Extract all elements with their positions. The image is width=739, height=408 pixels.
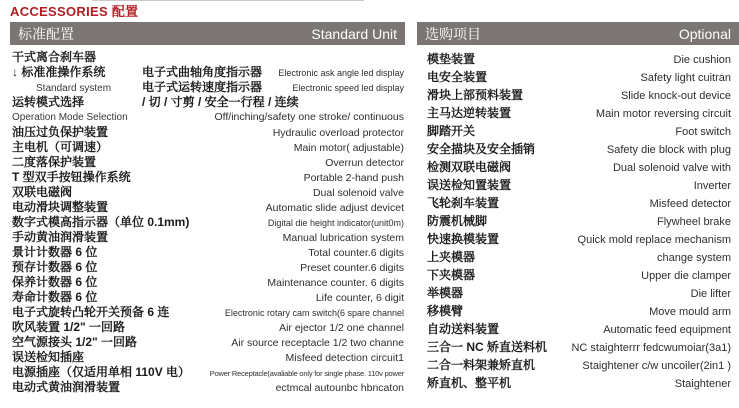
table-row — [10, 215, 405, 230]
item-label-en: Electronic speed led display — [292, 83, 404, 93]
table-row — [417, 356, 739, 374]
table-row — [10, 380, 405, 395]
item-label-cn: 举模器 — [427, 286, 464, 300]
item-label-en: Dual solenoid valve — [312, 187, 404, 199]
table-row — [417, 158, 739, 176]
item-label-en: Slide knock-out device — [620, 90, 731, 102]
item-label-cn: 脚踏开关 — [427, 124, 476, 138]
item-label-cn: 空气源接头 1/2" 一回路 — [12, 335, 138, 349]
item-label-cn: 下夹模器 — [427, 268, 476, 282]
item-label-en: Misfeed detector — [649, 198, 731, 210]
item-label-cn: 电源插座（仅适用单相 110V 电） — [12, 365, 191, 379]
item-label-en: NC staighterrr fedcwumoiar(3a1) — [571, 342, 731, 354]
item-label-en: Automatic feed equipment — [603, 324, 731, 336]
table-row — [417, 68, 739, 86]
item-label-en: Main motor( adjustable) — [293, 142, 404, 154]
item-label-cn: 滑块上部预料装置 — [427, 88, 524, 102]
item-label-cn: 误送检知置装置 — [427, 178, 512, 192]
table-row — [417, 230, 739, 248]
item-label-en: Manual lubrication system — [282, 232, 404, 244]
table-row — [417, 338, 739, 356]
item-label-cn: 电安全装置 — [427, 70, 488, 84]
item-label-en: Preset counter.6 digits — [300, 262, 404, 274]
table-row — [10, 275, 405, 290]
item-label-en: Total counter.6 digits — [308, 247, 404, 259]
standard-unit-rows — [10, 45, 405, 395]
item-label-cn: 手动黄油润滑装置 — [12, 230, 109, 244]
item-label-cn: 防震机械脚 — [427, 214, 488, 228]
item-label-cn: 主马达逆转装置 — [427, 106, 512, 120]
table-row — [10, 200, 405, 215]
item-label-cn: 上夹模器 — [427, 250, 476, 264]
item-label-cn: 快速换模装置 — [427, 232, 500, 246]
table-row — [10, 125, 405, 140]
item-label-cn: Operation Mode Selection — [12, 112, 128, 123]
item-label-en: Foot switch — [675, 126, 731, 138]
item-label-cn: 矫直机、整平机 — [427, 376, 512, 390]
item-label-cn: 双联电磁阀 — [12, 185, 73, 199]
item-label-cn: 预存计数器 6 位 — [12, 260, 98, 274]
item-label-en: Electronic rotary cam switch(6 spare channel — [224, 308, 404, 318]
table-row — [417, 86, 739, 104]
item-label-en: Dual solenoid valve with — [612, 162, 731, 174]
item-label-cn: 寿命计数器 6 位 — [12, 290, 98, 304]
table-row — [417, 374, 739, 392]
item-label-en: Air ejector 1/2 one channel — [279, 322, 404, 334]
item-label-cn: 油压过负保护装置 — [12, 125, 109, 139]
table-row — [417, 176, 739, 194]
item-label-cn-secondary: 电子式运转速度指示器 — [142, 80, 263, 94]
item-label-en: Digital die height indicator(unit0m) — [267, 218, 404, 228]
item-label-en: Life counter, 6 digit — [315, 292, 404, 304]
optional-header — [417, 22, 739, 45]
table-row — [417, 266, 739, 284]
item-label-cn: 二度落保护装置 — [12, 155, 97, 169]
item-label-en: Power Receptacle(avaliable only for single phase. 110v power — [209, 369, 404, 378]
item-label-en: Maintenance counter. 6 digits — [267, 277, 404, 289]
table-row — [417, 140, 739, 158]
optional-rows — [417, 45, 739, 392]
table-row — [10, 365, 405, 380]
item-label-en: Quick mold replace mechanism — [577, 234, 731, 246]
item-label-cn: 电动式黄油润滑装置 — [12, 380, 121, 394]
table-row — [10, 305, 405, 320]
item-label-cn: 干式离合刹车器 — [12, 50, 97, 64]
table-row — [10, 170, 405, 185]
table-row — [417, 194, 739, 212]
item-label-en: Staightener — [674, 378, 731, 390]
table-row — [10, 350, 405, 365]
item-label-en: Flywheel brake — [657, 216, 731, 228]
item-label-cn: 检测双联电磁阀 — [427, 160, 512, 174]
table-row — [10, 50, 405, 65]
item-label-en: change system — [657, 252, 731, 264]
table-row — [417, 284, 739, 302]
item-label-cn: 误送检知插座 — [12, 350, 85, 364]
item-label-cn: 运转模式选择 — [12, 95, 85, 109]
table-row — [417, 104, 739, 122]
item-label-en: Automatic slide adjust devicet — [265, 202, 404, 214]
item-label-cn: ↓ 标准准操作系统 — [12, 65, 106, 79]
table-row — [10, 110, 405, 125]
item-label-cn: 电动滑块调整装置 — [12, 200, 109, 214]
optional-table — [417, 22, 739, 392]
item-label-en: Die cushion — [673, 54, 731, 66]
optional-header-label-cn: 选购项目 — [425, 25, 481, 42]
item-label-en: Inverter — [693, 180, 731, 192]
item-label-cn: 数字式模高指示器（单位 0.1mm) — [12, 215, 190, 229]
item-label-en: Move mould arm — [649, 306, 731, 318]
optional-header-label-en: Optional — [678, 25, 731, 42]
item-label-en: Safety light cuitran — [640, 72, 731, 84]
standard-unit-table — [10, 22, 405, 395]
table-row — [10, 185, 405, 200]
table-row — [10, 95, 405, 110]
item-label-cn: 移模臂 — [427, 304, 464, 318]
item-label-cn: 飞轮刹车装置 — [427, 196, 500, 210]
page-title: ACCESSORIES 配置 — [10, 4, 139, 19]
table-row — [10, 245, 405, 260]
item-label-en: Overrun detector — [325, 157, 404, 169]
item-label-cn: 保养计数器 6 位 — [12, 275, 98, 289]
table-row — [10, 320, 405, 335]
item-label-en: ectmcal autounbc hbncaton — [275, 382, 404, 394]
item-label-en: Safety die block with plug — [606, 144, 731, 156]
item-label-cn: 安全描块及安全插销 — [427, 142, 536, 156]
table-row — [417, 248, 739, 266]
table-row — [417, 122, 739, 140]
item-label-en: Air source receptacle 1/2 two channe — [231, 337, 404, 349]
item-label-en: Misfeed detection circuit1 — [285, 352, 404, 364]
item-label-cn: Standard system — [36, 83, 112, 94]
table-row — [10, 155, 405, 170]
item-label-cn: 景计计数器 6 位 — [12, 245, 98, 259]
item-label-en: Off/inching/safety one stroke/ continuous — [214, 111, 404, 123]
table-row — [10, 65, 405, 80]
item-label-cn: 自动送料装置 — [427, 322, 500, 336]
item-label-cn: 二合一料架兼矫直机 — [427, 358, 536, 372]
item-label-en: Hydraulic overload protector — [272, 127, 404, 139]
item-label-cn: 模垫装置 — [427, 52, 476, 66]
table-row — [10, 140, 405, 155]
item-label-cn-secondary: / 切 / 寸剪 / 安全一行程 / 连续 — [142, 95, 299, 109]
item-label-cn: 三合一 NC 矫直送料机 — [427, 340, 548, 354]
table-row — [10, 335, 405, 350]
table-row — [10, 260, 405, 275]
item-label-cn-secondary: 电子式曲轴角度指示器 — [142, 65, 263, 79]
standard-unit-header — [10, 22, 405, 45]
table-row — [417, 302, 739, 320]
table-row — [417, 50, 739, 68]
item-label-en: Staightener c/w uncoiler(2in1 ) — [582, 360, 731, 372]
table-row — [10, 230, 405, 245]
table-row — [10, 290, 405, 305]
item-label-en: Main motor reversing circuit — [595, 108, 731, 120]
item-label-cn: T 型双手按钮操作系统 — [12, 170, 131, 184]
item-label-en: Die lifter — [690, 288, 731, 300]
item-label-cn: 吹风装置 1/2" 一回路 — [12, 320, 126, 334]
item-label-en: Electronic ask angle led display — [278, 68, 404, 78]
item-label-cn: 主电机（可调速） — [12, 140, 109, 154]
item-label-en: Portable 2-hand push — [303, 172, 404, 184]
item-label-en: Upper die clamper — [641, 270, 731, 282]
standard-header-label-en: Standard Unit — [311, 25, 397, 42]
table-row — [10, 80, 405, 95]
table-row — [417, 212, 739, 230]
item-label-cn: 电子式旋转凸轮开关预备 6 连 — [12, 305, 170, 319]
table-row — [417, 320, 739, 338]
standard-header-label-cn: 标准配置 — [18, 25, 74, 42]
